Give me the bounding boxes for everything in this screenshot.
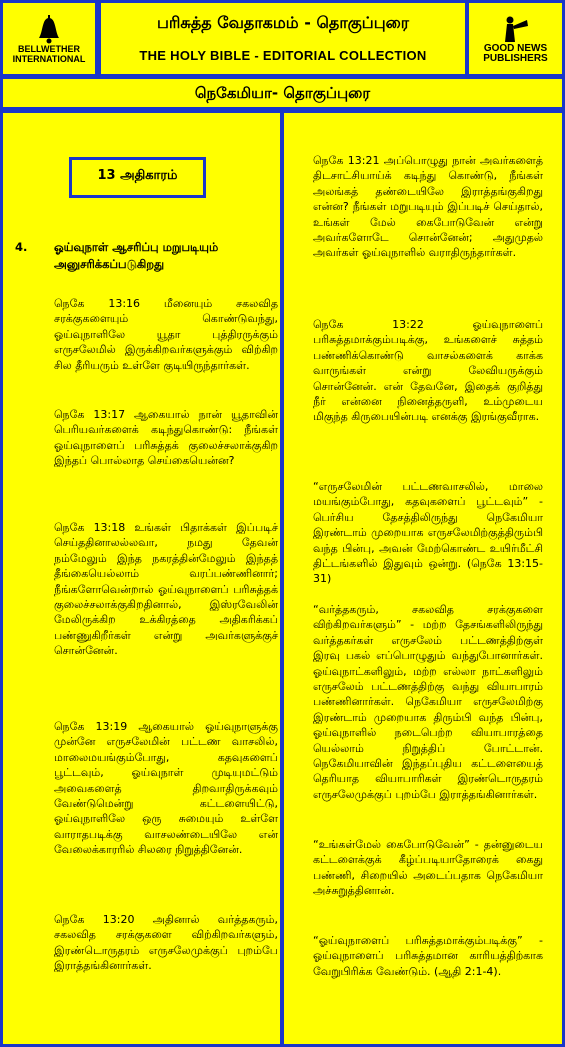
title-tamil: பரிசுத்த வேதாகமம் - தொகுப்புரை [156, 13, 410, 32]
commentary-sanctify-sabbath: “ஓய்வுநாளைப் பரிசுத்தமாக்கும்படிக்கு” - ஓய்வுநாளைப் பரிசுத்தமான காரியத்திற்காக வேறுபிரிக்க வேண்டும். (ஆதி 2:1-4). [313, 934, 543, 978]
left-column [0, 110, 283, 1047]
section-title-line2: அனுசரிக்கப்படுகிறது [54, 257, 165, 271]
left-logo [0, 0, 98, 77]
book-title: நெகேமியா- தொகுப்புரை [194, 84, 371, 102]
right-logo [466, 0, 565, 77]
verse-13-22: நெகே 13:22 ஓய்வுநாளைப் பரிசுத்தமாக்கும்படிக்கு, உங்களைச் சுத்தம் பண்ணிக்கொண்டு வாசல்களைக் காக்க வாருங்கள் என்று லேவியருக்கும் சொன்னேன். என் தேவனே, இதைக் குறித்து நீர் என்னை நினைத்தருளி, உம்முடைய மிகுந்த கிருபையின்படி எனக்கு இரங்குவீராக. [313, 318, 543, 424]
commentary-city-gates: “எருசலேமின் பட்டணவாசலில், மாலை மயங்கும்போது, கதவுகளைப் பூட்டவும்” - பெர்சிய தேசத்திலிருந்து நெகேமியா இரண்டாம் முறையாக எருசலேமிற்குத்திரும்பி வந்த பின்பு, அவன் மேற்கொண்ட உயிர்மீட்சி திட்டங்களில் இதுவும் ஒன்று. (நெகே 13:15-31) [313, 480, 543, 586]
commentary-lay-hands: “உங்கள்மேல் கைபோடுவேன்” - தன்னுடைய கட்டளைக்குக் கீழ்ப்படியாதோரைக் கைது பண்ணி, சிறையில் அடைப்பதாக நெகேமியா அச்சுறுத்தினான். [313, 838, 543, 898]
right-logo-line1: GOOD NEWS [483, 42, 548, 54]
title-english: THE HOLY BIBLE - EDITORIAL COLLECTION [139, 48, 427, 63]
chapter-label: 13 அதிகாரம் [69, 157, 206, 198]
verse-13-19: நெகே 13:19 ஆகையால் ஓய்வுநாளுக்கு முன்னே எருசலேமின் பட்டண வாசலில், மாலைமயங்கும்போது, கதவுகளைப் பூட்டவும், ஓய்வுநாள் முடியுமட்டும் அவைகளைத் திறவாதிருக்கவும் வேண்டுமென்று கட்டளையிட்டு, ஓய்வுநாளிலே ஒரு சுமையும் உள்ளே வாராதபடிக்கு வாசலண்டையிலே என் வேலைக்காரரில் சிலரை நிறுத்தினேன். [54, 720, 278, 857]
herald-trumpet-icon [501, 14, 531, 44]
commentary-merchants: “வர்த்தகரும், சகலவித சரக்குகளை விற்கிறவர்களும்” - மற்ற தேசங்களிலிருந்து வர்த்தகர்கள் எருசலேம் பட்டணத்திற்குள் இரவு பகல் எப்பொழுதும் வந்துபோனார்கள். ஓய்வுநாட்களிலும், மற்ற எல்லா நாட்களிலும் எருசலேம் பட்டணத்திற்கு வந்து வியாபாரம் பண்ணினார்கள். நெகேமியா எருசலேமிற்கு இரண்டாம் முறையாக திரும்பி வந்த பின்பு, ஓய்வுநாளில் நடைபெற்ற வியாபாரத்தை யெல்லாம் நிறுத்திப் போட்டான். நெகேமியாவின் இந்தப்புதிய கட்டளையைத் தெரியாத வியாபாரிகள் இரண்டொருதரம் எருசலேமுக்குப் புறம்பே இராத்தங்கினார்கள். [313, 603, 543, 801]
book-title-bar [0, 76, 565, 110]
right-column [281, 110, 565, 1047]
left-logo-line1: BELLWETHER [18, 43, 80, 54]
verse-13-21: நெகே 13:21 அப்பொழுது நான் அவர்களைத் திடசாட்சியாய்க் கடிந்து கொண்டு, நீங்கள் அலங்கத் தண்டையிலே இராத்தங்குகிறது என்ன? நீங்கள் மறுபடியும் இப்படிச் செய்தால், உங்கள் மேல் கைபோடுவேன் என்று அவர்களோடே சொன்னேன்; அதுமுதல் அவர்கள் ஓய்வுநாளில் வராதிருந்தார்கள். [313, 154, 543, 260]
section-title-line1: ஓய்வுநாள் ஆசரிப்பு மறுபடியும் [54, 240, 219, 254]
right-logo-line2: PUBLISHERS [483, 52, 548, 64]
verse-13-17: நெகே 13:17 ஆகையால் நான் யூதாவின் பெரியவர்களைக் கடிந்துகொண்டு: நீங்கள் ஓய்வுநாளைப் பரிசுத்தக் குலைச்சலாக்குகிற இந்தப் பொல்லாத செய்கையென்ன? [54, 408, 278, 468]
verse-13-16: நெகே 13:16 மீனையும் சகலவித சரக்குகளையும் கொண்டுவந்து, ஓய்வுநாளிலே யூதா புத்திரருக்கும் எருசலேமில் இருக்கிறவர்களுக்கும் விற்கிற சில தீரியரும் உள்ளே குடியிருந்தார்கள். [54, 297, 278, 372]
verse-13-18: நெகே 13:18 உங்கள் பிதாக்கள் இப்படிச் செய்ததினாலல்லவா, நமது தேவன் நம்மேலும் இந்த நகரத்தின்மேலும் இந்தத் தீங்கையெல்லாம் வரப்பண்ணினார்; நீங்களோவென்றால் ஓய்வுநாளைப் பரிசுத்தக் குலைச்சலாக்குகிறதினால், இஸ்ரவேலின் மேலிருக்கிற உக்கிரத்தை அதிகரிக்கப் பண்ணுகிறீர்கள் என்று அவர்களுக்குச் சொன்னேன். [54, 521, 278, 658]
verse-13-20: நெகே 13:20 அதினால் வர்த்தகரும், சகலவித சரக்குகளை விற்கிறவர்களும், இரண்டொருதரம் எருசலேமுக்குப் புறம்பே இராத்தங்கினார்கள். [54, 913, 278, 973]
header-title-box [98, 0, 468, 77]
bell-icon [38, 14, 60, 44]
left-logo-line2: INTERNATIONAL [12, 53, 86, 64]
section-number: 4. [15, 240, 28, 254]
